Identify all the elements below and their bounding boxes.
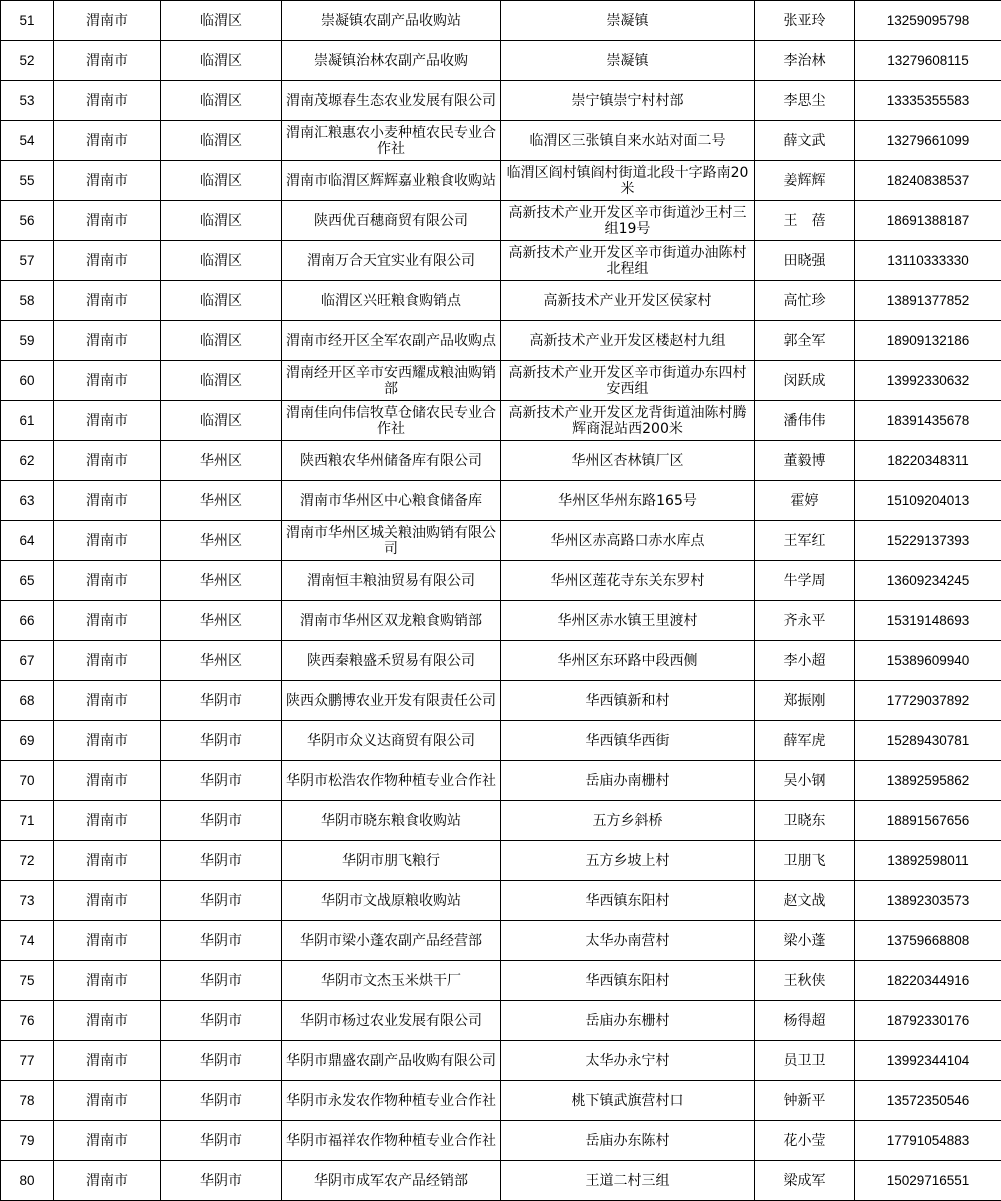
contact-person-cell: 郑振刚 xyxy=(755,681,855,721)
city-cell: 渭南市 xyxy=(54,641,161,681)
contact-person-cell: 薛军虎 xyxy=(755,721,855,761)
district-cell: 华州区 xyxy=(161,641,282,681)
table-row xyxy=(1,1041,1001,1081)
city-cell: 渭南市 xyxy=(54,1081,161,1121)
table-row xyxy=(1,481,1001,521)
address-cell: 高新技术产业开发区龙背街道油陈村腾辉商混站西200米 xyxy=(501,401,755,441)
city-cell: 渭南市 xyxy=(54,1041,161,1081)
contact-person-cell: 赵文战 xyxy=(755,881,855,921)
district-cell: 华阴市 xyxy=(161,1081,282,1121)
district-cell: 临渭区 xyxy=(161,281,282,321)
row-number-cell: 79 xyxy=(1,1121,54,1161)
row-number-cell: 59 xyxy=(1,321,54,361)
row-number-cell: 78 xyxy=(1,1081,54,1121)
city-cell: 渭南市 xyxy=(54,721,161,761)
table-row xyxy=(1,1,1001,41)
district-cell: 临渭区 xyxy=(161,81,282,121)
contact-person-cell: 杨得超 xyxy=(755,1001,855,1041)
district-cell: 华阴市 xyxy=(161,1161,282,1201)
district-cell: 华州区 xyxy=(161,601,282,641)
contact-person-cell: 梁成军 xyxy=(755,1161,855,1201)
city-cell: 渭南市 xyxy=(54,441,161,481)
phone-cell: 13891377852 xyxy=(855,281,1001,321)
address-cell: 华州区赤水镇王里渡村 xyxy=(501,601,755,641)
row-number-cell: 51 xyxy=(1,1,54,41)
phone-cell: 18909132186 xyxy=(855,321,1001,361)
district-cell: 华阴市 xyxy=(161,921,282,961)
row-number-cell: 54 xyxy=(1,121,54,161)
district-cell: 华阴市 xyxy=(161,761,282,801)
phone-cell: 15109204013 xyxy=(855,481,1001,521)
district-cell: 华阴市 xyxy=(161,721,282,761)
district-cell: 临渭区 xyxy=(161,201,282,241)
city-cell: 渭南市 xyxy=(54,801,161,841)
city-cell: 渭南市 xyxy=(54,1,161,41)
contact-person-cell: 闵跃成 xyxy=(755,361,855,401)
phone-cell: 18220348311 xyxy=(855,441,1001,481)
row-number-cell: 56 xyxy=(1,201,54,241)
city-cell: 渭南市 xyxy=(54,41,161,81)
city-cell: 渭南市 xyxy=(54,161,161,201)
company-name-cell: 华阴市朋飞粮行 xyxy=(282,841,501,881)
city-cell: 渭南市 xyxy=(54,481,161,521)
address-cell: 高新技术产业开发区辛市街道办东四村安西组 xyxy=(501,361,755,401)
phone-cell: 15319148693 xyxy=(855,601,1001,641)
phone-cell: 15229137393 xyxy=(855,521,1001,561)
district-cell: 华阴市 xyxy=(161,1121,282,1161)
company-name-cell: 华阴市成军农产品经销部 xyxy=(282,1161,501,1201)
row-number-cell: 66 xyxy=(1,601,54,641)
district-cell: 临渭区 xyxy=(161,401,282,441)
phone-cell: 17791054883 xyxy=(855,1121,1001,1161)
table-body xyxy=(1,1,1001,1201)
city-cell: 渭南市 xyxy=(54,1161,161,1201)
table-row xyxy=(1,881,1001,921)
row-number-cell: 69 xyxy=(1,721,54,761)
row-number-cell: 67 xyxy=(1,641,54,681)
phone-cell: 18391435678 xyxy=(855,401,1001,441)
district-cell: 华州区 xyxy=(161,521,282,561)
table-row xyxy=(1,801,1001,841)
contact-person-cell: 员卫卫 xyxy=(755,1041,855,1081)
table-row xyxy=(1,561,1001,601)
phone-cell: 18792330176 xyxy=(855,1001,1001,1041)
row-number-cell: 53 xyxy=(1,81,54,121)
row-number-cell: 68 xyxy=(1,681,54,721)
contact-person-cell: 李小超 xyxy=(755,641,855,681)
city-cell: 渭南市 xyxy=(54,1001,161,1041)
row-number-cell: 61 xyxy=(1,401,54,441)
company-name-cell: 崇凝镇治林农副产品收购 xyxy=(282,41,501,81)
company-name-cell: 陕西粮农华州储备库有限公司 xyxy=(282,441,501,481)
table-row xyxy=(1,521,1001,561)
address-cell: 临渭区阎村镇阎村街道北段十字路南20米 xyxy=(501,161,755,201)
row-number-cell: 62 xyxy=(1,441,54,481)
row-number-cell: 73 xyxy=(1,881,54,921)
company-name-cell: 华阴市文战原粮收购站 xyxy=(282,881,501,921)
address-cell: 岳庙办南栅村 xyxy=(501,761,755,801)
table-row xyxy=(1,81,1001,121)
city-cell: 渭南市 xyxy=(54,241,161,281)
address-cell: 高新技术产业开发区辛市街道办油陈村北程组 xyxy=(501,241,755,281)
table-row xyxy=(1,1081,1001,1121)
address-cell: 华州区东环路中段西侧 xyxy=(501,641,755,681)
company-name-cell: 华阴市梁小蓬农副产品经营部 xyxy=(282,921,501,961)
contact-person-cell: 薛文武 xyxy=(755,121,855,161)
city-cell: 渭南市 xyxy=(54,121,161,161)
phone-cell: 18240838537 xyxy=(855,161,1001,201)
table-row xyxy=(1,241,1001,281)
contact-person-cell: 李治林 xyxy=(755,41,855,81)
phone-cell: 17729037892 xyxy=(855,681,1001,721)
row-number-cell: 72 xyxy=(1,841,54,881)
phone-cell: 13892595862 xyxy=(855,761,1001,801)
table-row xyxy=(1,201,1001,241)
address-cell: 华西镇新和村 xyxy=(501,681,755,721)
phone-cell: 15029716551 xyxy=(855,1161,1001,1201)
address-cell: 高新技术产业开发区侯家村 xyxy=(501,281,755,321)
city-cell: 渭南市 xyxy=(54,881,161,921)
company-name-cell: 渭南市华州区城关粮油购销有限公司 xyxy=(282,521,501,561)
table-row xyxy=(1,281,1001,321)
city-cell: 渭南市 xyxy=(54,201,161,241)
phone-cell: 13609234245 xyxy=(855,561,1001,601)
contact-person-cell: 高忙珍 xyxy=(755,281,855,321)
contact-person-cell: 霍婷 xyxy=(755,481,855,521)
address-cell: 崇凝镇 xyxy=(501,41,755,81)
row-number-cell: 57 xyxy=(1,241,54,281)
city-cell: 渭南市 xyxy=(54,961,161,1001)
district-cell: 华阴市 xyxy=(161,961,282,1001)
address-cell: 崇凝镇 xyxy=(501,1,755,41)
table-row xyxy=(1,681,1001,721)
address-cell: 华州区华州东路165号 xyxy=(501,481,755,521)
company-name-cell: 华阴市福祥农作物种植专业合作社 xyxy=(282,1121,501,1161)
district-cell: 华阴市 xyxy=(161,1041,282,1081)
city-cell: 渭南市 xyxy=(54,521,161,561)
table-row xyxy=(1,761,1001,801)
address-cell: 五方乡斜桥 xyxy=(501,801,755,841)
address-cell: 华西镇华西街 xyxy=(501,721,755,761)
table-row xyxy=(1,1161,1001,1201)
row-number-cell: 65 xyxy=(1,561,54,601)
row-number-cell: 76 xyxy=(1,1001,54,1041)
phone-cell: 15389609940 xyxy=(855,641,1001,681)
address-cell: 临渭区三张镇自来水站对面二号 xyxy=(501,121,755,161)
company-name-cell: 崇凝镇农副产品收购站 xyxy=(282,1,501,41)
company-name-cell: 陕西众鹏博农业开发有限责任公司 xyxy=(282,681,501,721)
district-cell: 华州区 xyxy=(161,561,282,601)
company-name-cell: 渭南市华州区双龙粮食购销部 xyxy=(282,601,501,641)
city-cell: 渭南市 xyxy=(54,401,161,441)
address-cell: 岳庙办东陈村 xyxy=(501,1121,755,1161)
row-number-cell: 75 xyxy=(1,961,54,1001)
company-name-cell: 渭南经开区辛市安西耀成粮油购销部 xyxy=(282,361,501,401)
district-cell: 临渭区 xyxy=(161,161,282,201)
company-name-cell: 渭南佳向伟信牧草仓储农民专业合作社 xyxy=(282,401,501,441)
district-cell: 华州区 xyxy=(161,481,282,521)
address-cell: 五方乡坡上村 xyxy=(501,841,755,881)
city-cell: 渭南市 xyxy=(54,761,161,801)
address-cell: 华州区莲花寺东关东罗村 xyxy=(501,561,755,601)
company-name-cell: 陕西秦粮盛禾贸易有限公司 xyxy=(282,641,501,681)
contact-person-cell: 田晓强 xyxy=(755,241,855,281)
address-cell: 华西镇东阳村 xyxy=(501,961,755,1001)
contact-person-cell: 花小莹 xyxy=(755,1121,855,1161)
contact-person-cell: 吴小钢 xyxy=(755,761,855,801)
contact-person-cell: 钟新平 xyxy=(755,1081,855,1121)
company-name-cell: 临渭区兴旺粮食购销点 xyxy=(282,281,501,321)
table-row xyxy=(1,641,1001,681)
row-number-cell: 58 xyxy=(1,281,54,321)
row-number-cell: 80 xyxy=(1,1161,54,1201)
address-cell: 崇宁镇崇宁村村部 xyxy=(501,81,755,121)
contact-person-cell: 李思尘 xyxy=(755,81,855,121)
contact-person-cell: 郭全军 xyxy=(755,321,855,361)
table-row xyxy=(1,1001,1001,1041)
table-row xyxy=(1,921,1001,961)
city-cell: 渭南市 xyxy=(54,321,161,361)
table-row xyxy=(1,441,1001,481)
contact-person-cell: 齐永平 xyxy=(755,601,855,641)
contact-person-cell: 潘伟伟 xyxy=(755,401,855,441)
company-name-cell: 渭南汇粮惠农小麦种植农民专业合作社 xyxy=(282,121,501,161)
address-cell: 高新技术产业开发区楼赵村九组 xyxy=(501,321,755,361)
city-cell: 渭南市 xyxy=(54,601,161,641)
phone-cell: 13892303573 xyxy=(855,881,1001,921)
phone-cell: 18891567656 xyxy=(855,801,1001,841)
contact-person-cell: 姜辉辉 xyxy=(755,161,855,201)
phone-cell: 15289430781 xyxy=(855,721,1001,761)
phone-cell: 13992344104 xyxy=(855,1041,1001,1081)
table-row xyxy=(1,841,1001,881)
city-cell: 渭南市 xyxy=(54,281,161,321)
company-name-cell: 渭南万合天宜实业有限公司 xyxy=(282,241,501,281)
table-row xyxy=(1,161,1001,201)
contact-person-cell: 张亚玲 xyxy=(755,1,855,41)
table-row xyxy=(1,41,1001,81)
company-name-cell: 华阴市文杰玉米烘干厂 xyxy=(282,961,501,1001)
contact-person-cell: 王 蓓 xyxy=(755,201,855,241)
contact-person-cell: 卫朋飞 xyxy=(755,841,855,881)
phone-cell: 13110333330 xyxy=(855,241,1001,281)
address-cell: 高新技术产业开发区辛市街道沙王村三组19号 xyxy=(501,201,755,241)
contact-person-cell: 王秋侠 xyxy=(755,961,855,1001)
table-row xyxy=(1,961,1001,1001)
address-cell: 太华办永宁村 xyxy=(501,1041,755,1081)
company-name-cell: 渭南市华州区中心粮食储备库 xyxy=(282,481,501,521)
district-cell: 临渭区 xyxy=(161,361,282,401)
city-cell: 渭南市 xyxy=(54,841,161,881)
table-row xyxy=(1,1121,1001,1161)
contact-person-cell: 卫晓东 xyxy=(755,801,855,841)
row-number-cell: 52 xyxy=(1,41,54,81)
district-cell: 华阴市 xyxy=(161,681,282,721)
row-number-cell: 77 xyxy=(1,1041,54,1081)
table-row xyxy=(1,121,1001,161)
table-row xyxy=(1,721,1001,761)
table-row xyxy=(1,361,1001,401)
row-number-cell: 64 xyxy=(1,521,54,561)
company-name-cell: 华阴市鼎盛农副产品收购有限公司 xyxy=(282,1041,501,1081)
city-cell: 渭南市 xyxy=(54,681,161,721)
company-name-cell: 华阴市晓东粮食收购站 xyxy=(282,801,501,841)
row-number-cell: 60 xyxy=(1,361,54,401)
city-cell: 渭南市 xyxy=(54,361,161,401)
phone-cell: 18691388187 xyxy=(855,201,1001,241)
phone-cell: 13259095798 xyxy=(855,1,1001,41)
phone-cell: 18220344916 xyxy=(855,961,1001,1001)
contact-person-cell: 牛学周 xyxy=(755,561,855,601)
phone-cell: 13279661099 xyxy=(855,121,1001,161)
company-name-cell: 渭南市经开区全军农副产品收购点 xyxy=(282,321,501,361)
row-number-cell: 74 xyxy=(1,921,54,961)
table-row xyxy=(1,401,1001,441)
phone-cell: 13759668808 xyxy=(855,921,1001,961)
phone-cell: 13335355583 xyxy=(855,81,1001,121)
company-name-cell: 渭南茂塬春生态农业发展有限公司 xyxy=(282,81,501,121)
phone-cell: 13992330632 xyxy=(855,361,1001,401)
district-cell: 华阴市 xyxy=(161,881,282,921)
address-cell: 桃下镇武旗营村口 xyxy=(501,1081,755,1121)
company-name-cell: 渭南恒丰粮油贸易有限公司 xyxy=(282,561,501,601)
address-cell: 华州区赤高路口赤水库点 xyxy=(501,521,755,561)
contact-person-cell: 董毅博 xyxy=(755,441,855,481)
row-number-cell: 55 xyxy=(1,161,54,201)
district-cell: 华阴市 xyxy=(161,1001,282,1041)
district-cell: 华州区 xyxy=(161,441,282,481)
district-cell: 华阴市 xyxy=(161,801,282,841)
address-cell: 岳庙办东栅村 xyxy=(501,1001,755,1041)
phone-cell: 13892598011 xyxy=(855,841,1001,881)
table-row xyxy=(1,321,1001,361)
address-cell: 太华办南营村 xyxy=(501,921,755,961)
row-number-cell: 71 xyxy=(1,801,54,841)
district-cell: 临渭区 xyxy=(161,41,282,81)
city-cell: 渭南市 xyxy=(54,81,161,121)
table-row xyxy=(1,601,1001,641)
address-cell: 华州区杏林镇厂区 xyxy=(501,441,755,481)
phone-cell: 13279608115 xyxy=(855,41,1001,81)
address-cell: 王道二村三组 xyxy=(501,1161,755,1201)
district-cell: 临渭区 xyxy=(161,241,282,281)
district-cell: 临渭区 xyxy=(161,121,282,161)
company-name-cell: 陕西优百穗商贸有限公司 xyxy=(282,201,501,241)
phone-cell: 13572350546 xyxy=(855,1081,1001,1121)
city-cell: 渭南市 xyxy=(54,1121,161,1161)
city-cell: 渭南市 xyxy=(54,921,161,961)
row-number-cell: 63 xyxy=(1,481,54,521)
district-cell: 临渭区 xyxy=(161,321,282,361)
company-name-cell: 渭南市临渭区辉辉嘉业粮食收购站 xyxy=(282,161,501,201)
company-name-cell: 华阴市松浩农作物种植专业合作社 xyxy=(282,761,501,801)
company-name-cell: 华阴市杨过农业发展有限公司 xyxy=(282,1001,501,1041)
contact-person-cell: 王军红 xyxy=(755,521,855,561)
company-name-cell: 华阴市众义达商贸有限公司 xyxy=(282,721,501,761)
district-cell: 临渭区 xyxy=(161,1,282,41)
district-cell: 华阴市 xyxy=(161,841,282,881)
contact-person-cell: 梁小蓬 xyxy=(755,921,855,961)
city-cell: 渭南市 xyxy=(54,561,161,601)
row-number-cell: 70 xyxy=(1,761,54,801)
address-cell: 华西镇东阳村 xyxy=(501,881,755,921)
company-name-cell: 华阴市永发农作物种植专业合作社 xyxy=(282,1081,501,1121)
